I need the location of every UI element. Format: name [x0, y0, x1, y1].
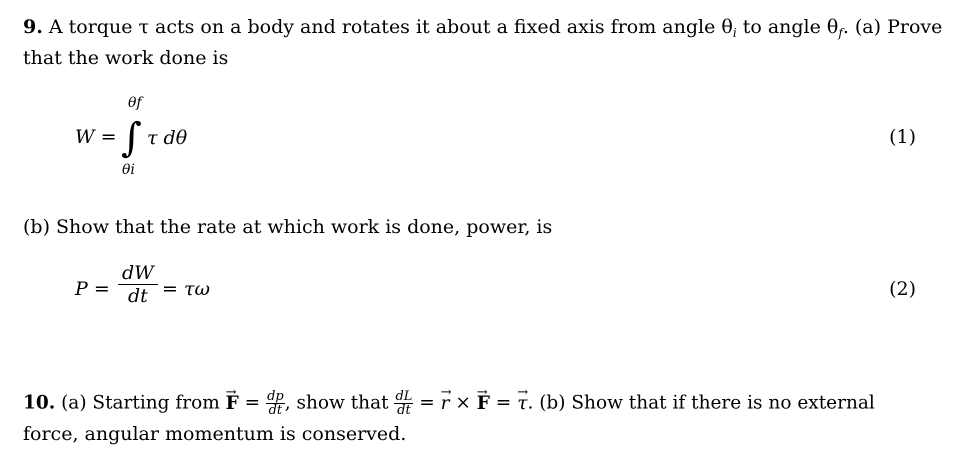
problem-9-text-tail: . (a) Prove: [842, 16, 943, 38]
integral-lower-limit: θi: [122, 162, 135, 178]
force-vector-2: → F: [477, 392, 490, 416]
equals-sign-3: =: [489, 392, 518, 414]
problem-10-number: 10.: [23, 392, 56, 414]
cross-sign: ×: [449, 392, 477, 414]
problem-10-statement-line-1: [23, 390, 875, 417]
equals-sign-2: =: [413, 392, 441, 414]
dL-numerator: dL: [395, 389, 413, 404]
position-vector: → r: [441, 392, 450, 416]
problem-10-statement-line-2: force, angular momentum is conserved.: [23, 423, 407, 445]
integral-sign: ∫: [121, 115, 142, 161]
problem-10-text-2: , show that: [284, 392, 395, 414]
dp-dt-fraction: [266, 390, 285, 417]
equation-2-number: (2): [889, 278, 916, 300]
torque-vector: → τ: [517, 392, 527, 416]
integral-upper-limit: θf: [128, 95, 142, 111]
theta-f-subscript: f: [838, 26, 843, 40]
problem-9-statement-line-1: [23, 15, 942, 45]
equals-sign: =: [238, 392, 267, 414]
equation-2-lhs: P =: [75, 278, 110, 300]
fraction-denominator: dt: [127, 285, 148, 307]
problem-10-text-3: . (b) Show that if there is no external: [527, 392, 875, 414]
problem-9-statement-line-2: that the work done is: [23, 47, 229, 69]
problem-9-number: 9.: [23, 16, 43, 38]
equation-2-rhs: = τω: [162, 278, 210, 300]
power-fraction: [118, 262, 158, 307]
problem-9-text-to: to angle θ: [736, 16, 839, 38]
problem-10-text-1: (a) Starting from: [61, 392, 226, 414]
equation-1-number: (1): [889, 126, 916, 148]
problem-9-text: A torque τ acts on a body and rotates it about a fixed axis from angle θ: [48, 16, 733, 38]
dL-denominator: dt: [397, 403, 411, 418]
force-vector: → F: [226, 392, 239, 416]
problem-9-part-b: (b) Show that the rate at which work is done, power, is: [23, 216, 553, 238]
integrand: τ dθ: [147, 127, 188, 149]
theta-i-subscript: i: [732, 26, 737, 40]
dp-denominator: dt: [268, 403, 283, 418]
dL-dt-fraction: [394, 390, 413, 417]
fraction-numerator: dW: [118, 262, 158, 285]
dp-numerator: dp: [267, 389, 284, 404]
equation-1-lhs: W =: [75, 126, 117, 148]
